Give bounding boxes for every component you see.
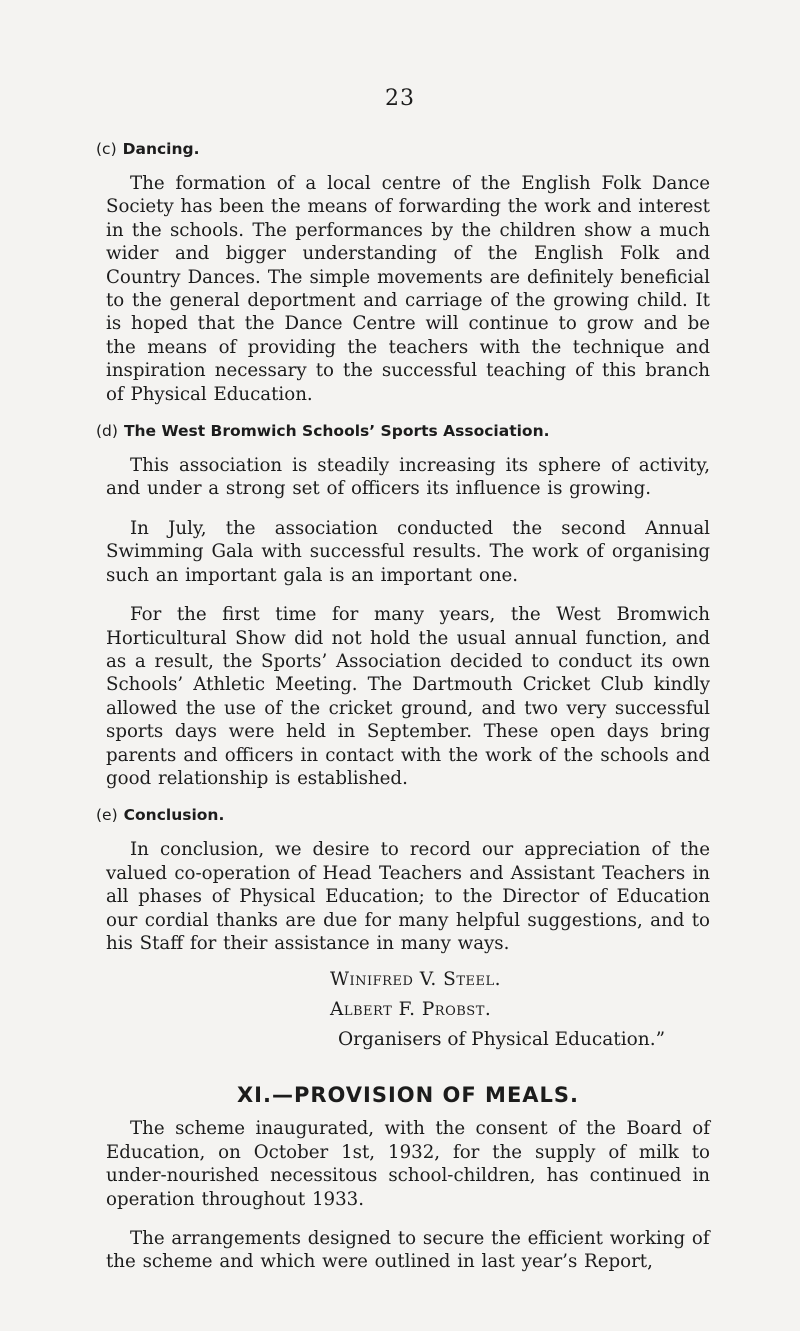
section-title: Conclusion. (123, 806, 225, 825)
paragraph: The arrangements designed to secure the efficient working of the scheme and which were outlined in last year’s Report, (106, 1228, 710, 1273)
signatory-name: Albert F. Probst. (330, 999, 492, 1021)
signatory-name: Winifred V. Steel. (330, 969, 501, 991)
section-heading-sports-association (96, 422, 710, 440)
section-heading-conclusion (96, 806, 710, 824)
paragraph: For the first time for many years, the West Bromwich Horticultural Show did not hold the usual annual function, and as a result, the Sports’ Association decided to conduct its own Schools’ Athletic Meeting. The Dartmouth Cricket Club kindly allowed the use of the cricket ground, and two very successful sports days were held in September. These open days bring parents and officers in contact with the work of the schools and good relationship is established. (106, 604, 710, 789)
page-content (96, 140, 710, 1290)
chapter-heading: XI.—PROVISION OF MEALS. (236, 1083, 580, 1108)
section-letter: (c) (96, 140, 117, 158)
page-number: 23 (385, 86, 415, 111)
paragraph: In July, the association conducted the second Annual Swimming Gala with successful results. The work of organising such an important gala is an important one. (106, 517, 710, 586)
signatory-role: Organisers of Physical Education.” (338, 1029, 666, 1051)
paragraph: The scheme inaugurated, with the consent of the Board of Education, on October 1st, 1932, for the supply of milk to under-nourished necessitous school-children, has continued in operation throughout 1933. (106, 1118, 710, 1210)
section-title: The West Bromwich Schools’ Sports Association. (123, 422, 550, 441)
section-title: Dancing. (122, 140, 200, 158)
paragraph: In conclusion, we desire to record our appreciation of the valued co-operation of Head Teachers and Assistant Teachers in all phases of Physical Education; to the Director of Education our cordial thanks are due for many helpful suggestions, and to his Staff for their assistance in many ways. (106, 839, 710, 954)
section-heading-dancing (96, 140, 710, 158)
paragraph: This association is steadily increasing its sphere of activity, and under a strong set of officers its influence is growing. (106, 455, 710, 500)
signature-block (330, 965, 710, 1055)
paragraph: The formation of a local centre of the English Folk Dance Society has been the means of forwarding the work and interest in the schools. The performances by the children show a much wider and bigger understanding of the English Folk and Country Dances. The simple movements are definitely beneficial to the general deportment and carriage of the growing child. It is hoped that the Dance Centre will continue to grow and be the means of providing the teachers with the technique and inspiration necessary to the successful teaching of this branch of Physical Education. (106, 173, 710, 405)
section-letter: (d) (96, 422, 118, 441)
section-letter: (e) (96, 806, 118, 825)
